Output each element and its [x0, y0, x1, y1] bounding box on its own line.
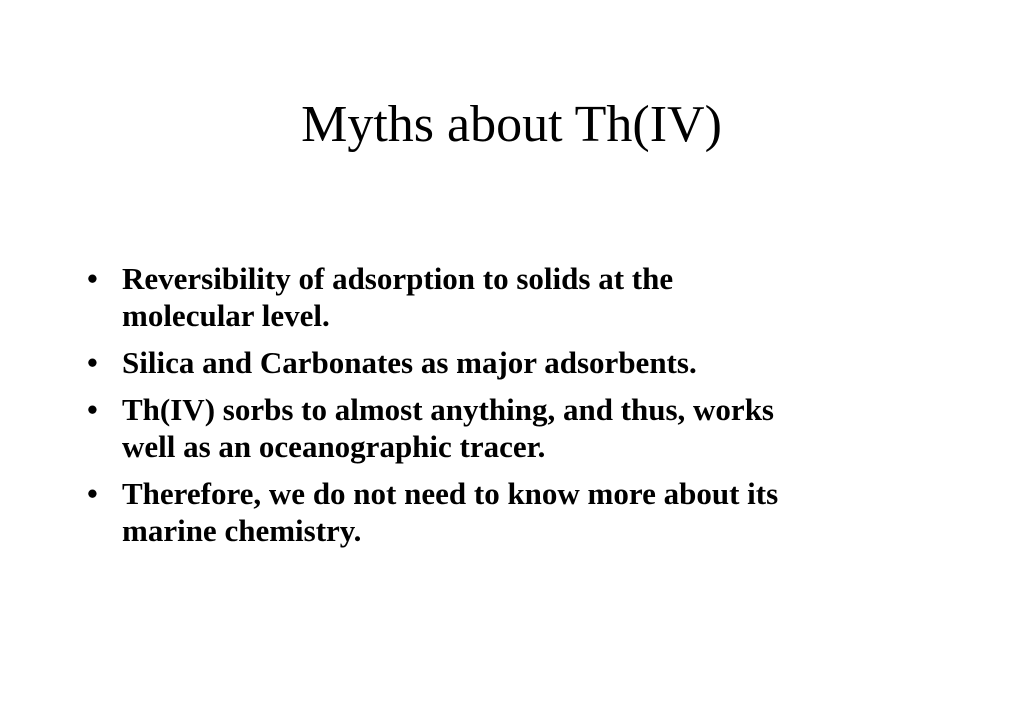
bullet-marker: •: [87, 476, 98, 511]
bullet-text-line: Th(IV) sorbs to almost anything, and thus, works: [122, 392, 774, 427]
bullet-marker: •: [87, 345, 98, 380]
bullet-text: [122, 475, 778, 549]
bullet-item: [87, 344, 917, 381]
bullet-marker: •: [87, 392, 98, 427]
bullet-text-line: well as an oceanographic tracer.: [122, 429, 546, 464]
bullet-marker: •: [87, 261, 98, 296]
bullet-item: [87, 260, 917, 334]
bullet-text-line: marine chemistry.: [122, 513, 362, 548]
bullet-item: [87, 475, 917, 549]
slide-title: Myths about Th(IV): [301, 96, 722, 153]
bullet-text: [122, 344, 697, 381]
bullet-text: [122, 260, 673, 334]
bullet-text-line: molecular level.: [122, 298, 330, 333]
bullet-item: [87, 391, 917, 465]
bullet-text-line: Therefore, we do not need to know more about its: [122, 476, 779, 511]
bullet-text-line: Silica and Carbonates as major adsorbents.: [122, 345, 697, 380]
bullet-list: [87, 260, 917, 559]
bullet-text: [122, 391, 774, 465]
bullet-text-line: Reversibility of adsorption to solids at the: [122, 261, 674, 296]
